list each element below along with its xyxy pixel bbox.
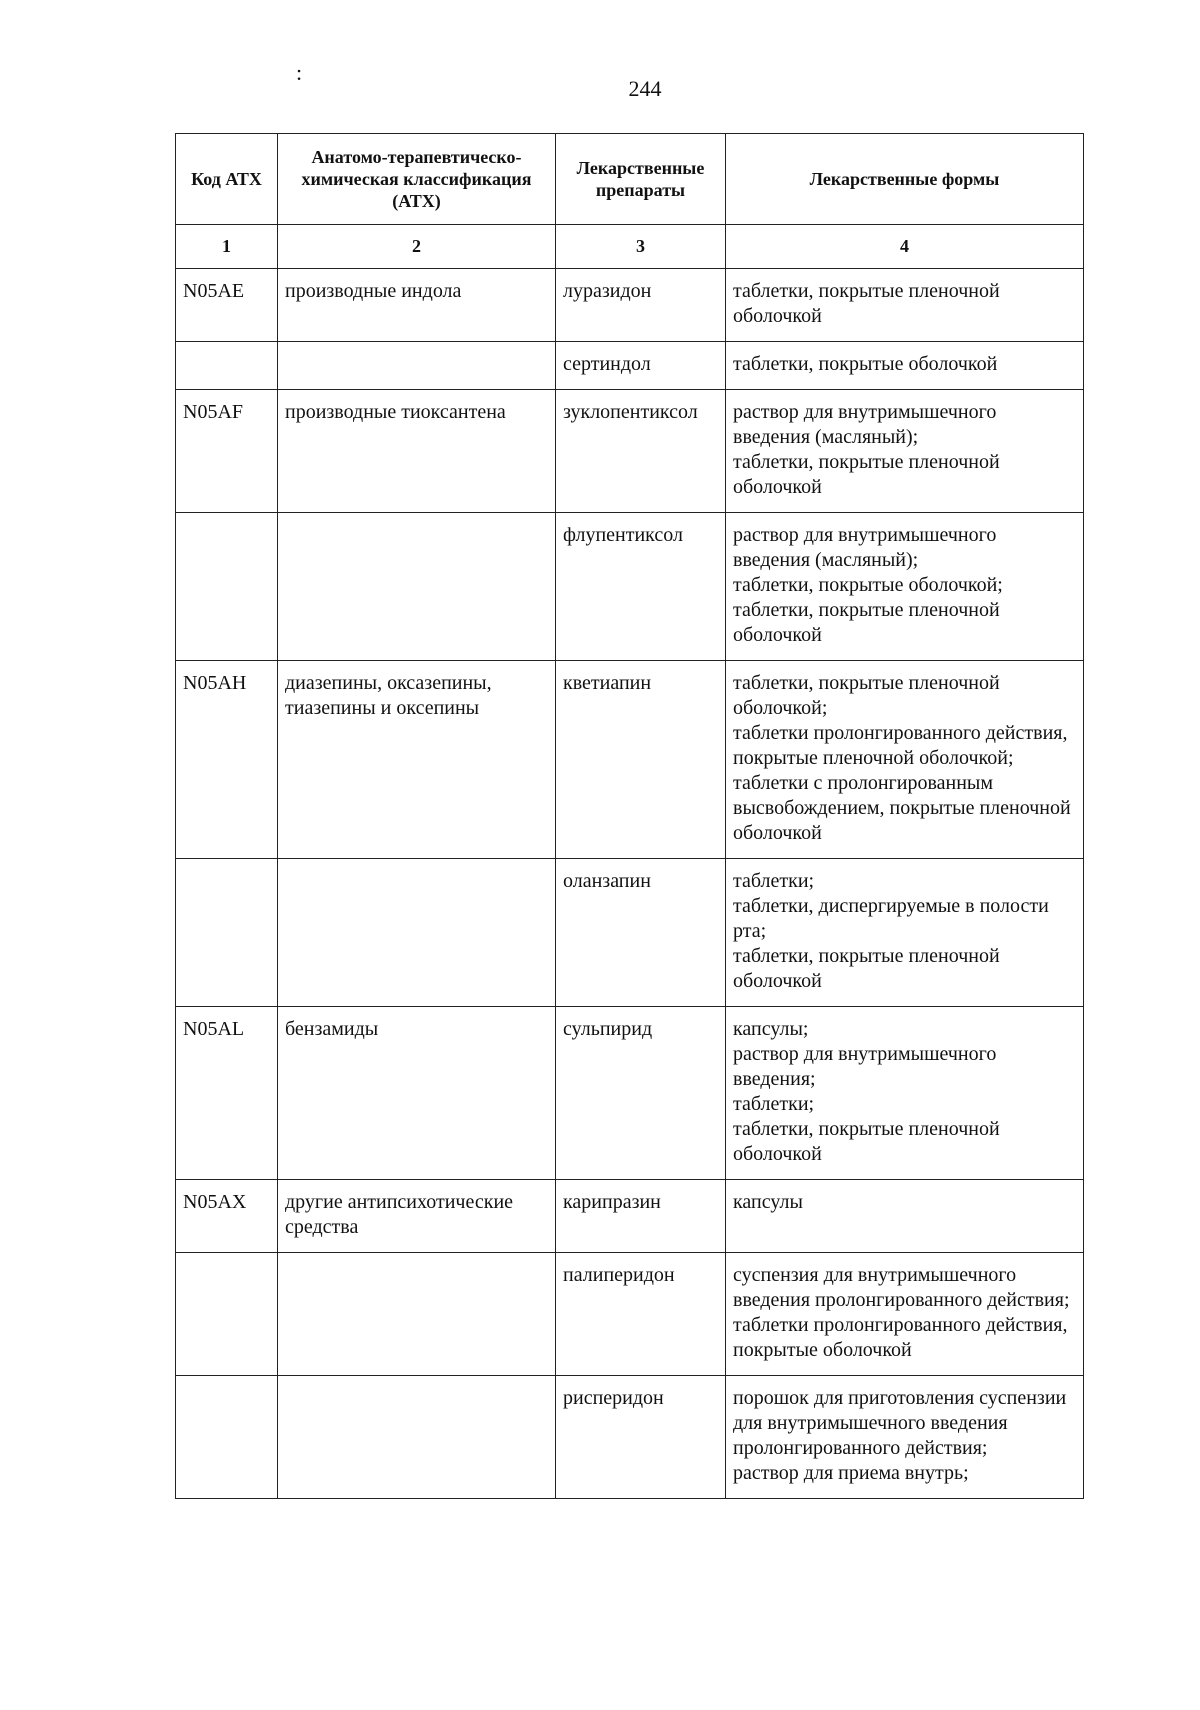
column-number: 1 <box>176 225 278 269</box>
classification-cell <box>278 859 556 1007</box>
drug-cell: карипразин <box>556 1180 726 1253</box>
forms-cell <box>726 513 1084 661</box>
dosage-form: таблетки пролонгированного действия, покрытые пленочной оболочкой; <box>733 722 1068 769</box>
column-number: 4 <box>726 225 1084 269</box>
page-number: 244 <box>628 76 662 101</box>
table-row <box>176 1180 1084 1253</box>
dosage-form: раствор для приема внутрь; <box>733 1462 969 1484</box>
forms-cell <box>726 1253 1084 1376</box>
table-row <box>176 1007 1084 1180</box>
drug-cell: луразидон <box>556 269 726 342</box>
atx-code-cell: N05AE <box>176 269 278 342</box>
table-row <box>176 390 1084 513</box>
classification-cell <box>278 342 556 390</box>
header-row <box>176 134 1084 225</box>
atx-code-cell <box>176 859 278 1007</box>
dosage-form: таблетки; <box>733 1093 815 1115</box>
dosage-form: таблетки, покрытые пленочной оболочкой <box>733 1118 1000 1165</box>
table-row <box>176 661 1084 859</box>
header-code: Код АТХ <box>176 134 278 225</box>
dosage-form: таблетки, покрытые пленочной оболочкой; <box>733 672 1000 719</box>
column-number: 2 <box>278 225 556 269</box>
drug-cell: сертиндол <box>556 342 726 390</box>
atx-code-cell <box>176 342 278 390</box>
forms-cell <box>726 1180 1084 1253</box>
dosage-form: суспензия для внутримышечного введения пролонгированного действия; <box>733 1264 1070 1311</box>
dosage-form: порошок для приготовления суспензии для внутримышечного введения пролонгированного действия; <box>733 1387 1067 1459</box>
atx-code-cell <box>176 513 278 661</box>
dosage-form: таблетки, покрытые оболочкой <box>733 353 998 375</box>
dosage-form: таблетки, покрытые пленочной оболочкой <box>733 599 1000 646</box>
atx-code-cell: N05AX <box>176 1180 278 1253</box>
atx-code-cell: N05AF <box>176 390 278 513</box>
forms-cell <box>726 390 1084 513</box>
atx-code-cell <box>176 1253 278 1376</box>
table-row <box>176 513 1084 661</box>
dosage-form: таблетки, покрытые оболочкой; <box>733 574 1003 596</box>
dosage-form: таблетки, покрытые пленочной оболочкой <box>733 280 1000 327</box>
dosage-form: капсулы; <box>733 1018 809 1040</box>
page-mark: : <box>296 60 303 85</box>
dosage-form: таблетки пролонгированного действия, покрытые оболочкой <box>733 1314 1068 1361</box>
classification-cell: производные индола <box>278 269 556 342</box>
forms-cell <box>726 342 1084 390</box>
forms-cell <box>726 1007 1084 1180</box>
atx-code-cell <box>176 1376 278 1499</box>
classification-cell: другие антипсихотические средства <box>278 1180 556 1253</box>
drug-cell: флупентиксол <box>556 513 726 661</box>
dosage-form: таблетки, покрытые пленочной оболочкой <box>733 945 1000 992</box>
header-forms: Лекарственные формы <box>726 134 1084 225</box>
table-row <box>176 342 1084 390</box>
atx-table <box>175 133 1084 1499</box>
drug-cell: сульпирид <box>556 1007 726 1180</box>
classification-cell <box>278 1376 556 1499</box>
column-number-row <box>176 225 1084 269</box>
table-row <box>176 1376 1084 1499</box>
forms-cell <box>726 269 1084 342</box>
header-classification: Анатомо-терапевтическо-химическая классификация (АТХ) <box>278 134 556 225</box>
drug-cell: кветиапин <box>556 661 726 859</box>
classification-cell: бензамиды <box>278 1007 556 1180</box>
dosage-form: капсулы <box>733 1191 803 1213</box>
classification-cell <box>278 1253 556 1376</box>
forms-cell <box>726 859 1084 1007</box>
dosage-form: таблетки, покрытые пленочной оболочкой <box>733 451 1000 498</box>
dosage-form: раствор для внутримышечного введения (масляный); <box>733 401 997 448</box>
classification-cell <box>278 513 556 661</box>
table-row <box>176 1253 1084 1376</box>
table-row <box>176 269 1084 342</box>
drug-cell: оланзапин <box>556 859 726 1007</box>
atx-code-cell: N05AL <box>176 1007 278 1180</box>
dosage-form: таблетки, диспергируемые в полости рта; <box>733 895 1049 942</box>
classification-cell: диазепины, оксазепины, тиазепины и оксепины <box>278 661 556 859</box>
header-drugs: Лекарственные препараты <box>556 134 726 225</box>
forms-cell <box>726 1376 1084 1499</box>
dosage-form: раствор для внутримышечного введения (масляный); <box>733 524 997 571</box>
drug-cell: палиперидон <box>556 1253 726 1376</box>
drug-cell: рисперидон <box>556 1376 726 1499</box>
classification-cell: производные тиоксантена <box>278 390 556 513</box>
dosage-form: таблетки с пролонгированным высвобождением, покрытые пленочной оболочкой <box>733 772 1071 844</box>
dosage-form: таблетки; <box>733 870 815 892</box>
table-row <box>176 859 1084 1007</box>
atx-code-cell: N05AH <box>176 661 278 859</box>
drug-cell: зуклопентиксол <box>556 390 726 513</box>
forms-cell <box>726 661 1084 859</box>
dosage-form: раствор для внутримышечного введения; <box>733 1043 997 1090</box>
column-number: 3 <box>556 225 726 269</box>
